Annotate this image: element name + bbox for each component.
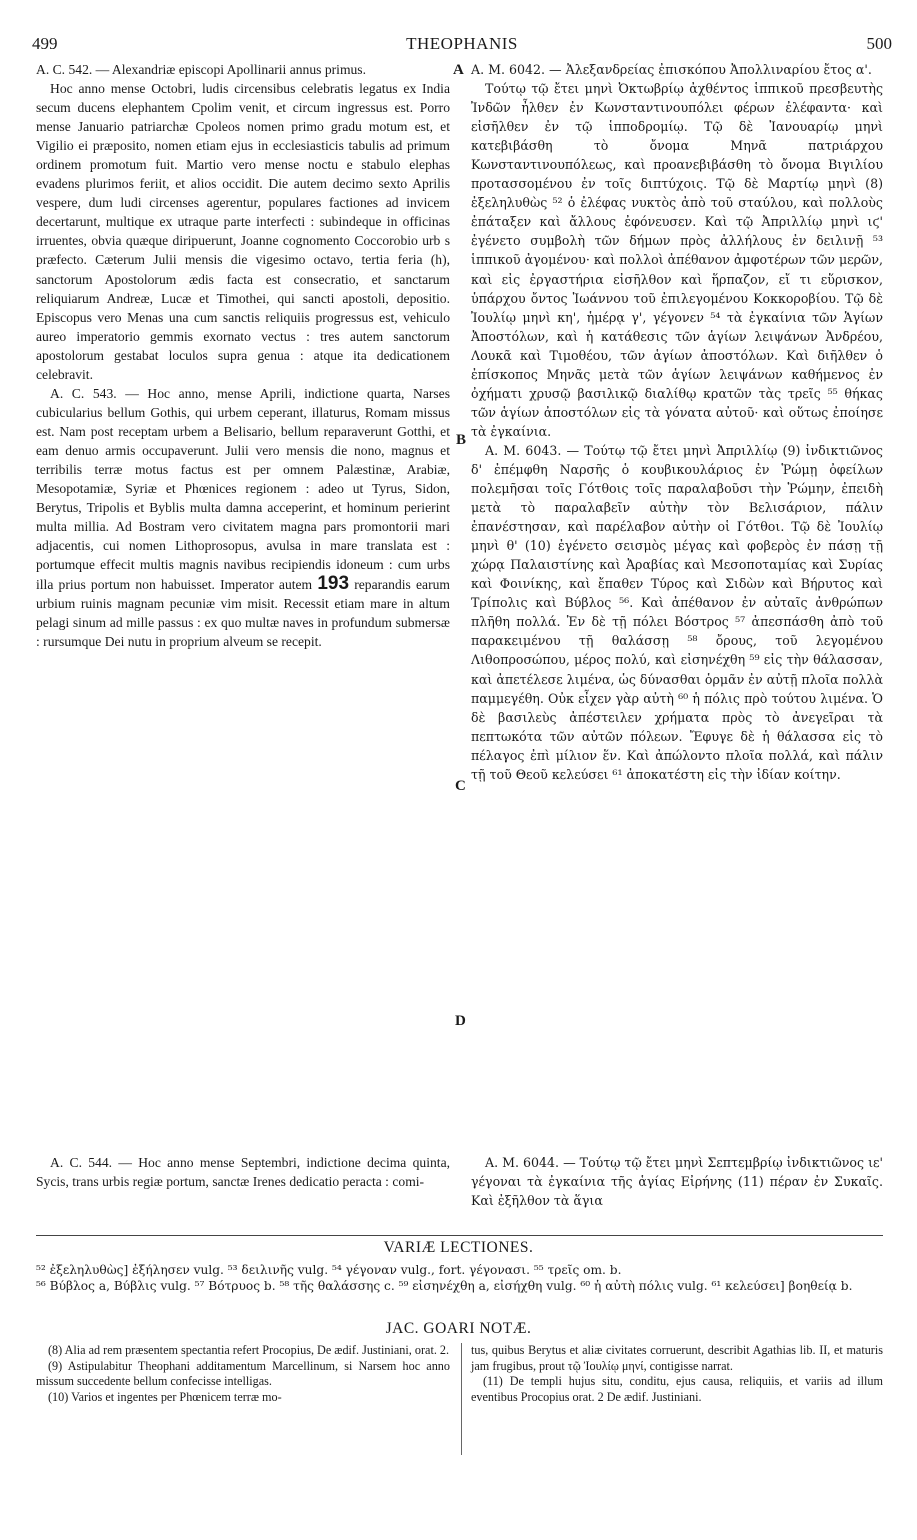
variant-line: ⁵² ἐξεληλυθὼς] ἐξήλησεν vulg. ⁵³ δειλινῆς vulg. ⁵⁴ γέγοναν vulg., fort. γέγονασι. ⁵⁵ τρεῖς om. b. bbox=[36, 1263, 622, 1277]
notes-title: JAC. GOARI NOTÆ. bbox=[385, 1320, 532, 1337]
left-page-number: 499 bbox=[32, 34, 58, 53]
notes-right bbox=[471, 1343, 883, 1405]
running-title: THEOPHANIS bbox=[406, 34, 518, 53]
inline-page-number: 193 bbox=[317, 573, 350, 595]
latin-entry-542: Hoc anno mense Octobri, ludis circensibus celebratis legatus ex India secum ducens elephantem Cpolim venit, et circum ingressus est. Porro mense Januario patriarchæ Cpoleos nomen primo gradu motum est, et Vigilio ei præposito, nomen etiam ejus in ecclesiasticis tabulis ad primum ordinem promotum fuit. Martio vero mense noctu e stabulo elephas evadens plurimos feriit, et alios occidit. Die autem decimo sexto Aprilis vespere, dum ludi circenses agerentur, populares factiones ad invicem decertarunt, multique ex utraque parte interfecti : subindeque in officinas irruentes, obvia quæque diripuerunt, Joanne cognomento Coccorobio urb s præfecto. Cæterum Julii mensis die vigesimo octavo, tertia feria (h), sanctorum Apostolorum ædis facta est consecratio, et sanctarum reliquiarum Andreæ, Lucæ et Timothei, qui sancti apostoli, depositio. Episcopus vero Menas una cum sanctis reliquiis progressus est, vehiculo aureo imperatorio gemmis exornato vectus : tres autem sanctorum apostolorum gestabat loculos supra genua : atque ita dedicationem celebravit. bbox=[36, 81, 450, 382]
latin-entry-543 bbox=[36, 384, 450, 652]
note-10: (10) Varios et ingentes per Phœnicem terræ mo- bbox=[48, 1389, 282, 1404]
variae-lectiones-title: VARIÆ LECTIONES. bbox=[383, 1239, 534, 1256]
note-11: (11) De templi hujus situ, conditu, ejus causa, reliquiis, et variis ad illum eventibus Procopius orat. 2 De ædif. Justiniani. bbox=[471, 1374, 883, 1404]
greek-entry-6042: Τούτῳ τῷ ἔτει μηνὶ Ὀκτωβρίῳ ἀχθέντος ἱππικοῦ πρεσβευτὴς Ἰνδῶν ἦλθεν ἐν Κωνσταντινουπόλει φέρων ἐλέφαντα· καὶ εἰσῆλθεν ἐν τῷ ἱπποδρομίῳ. Τῷ δὲ Ἰανουαρίῳ μηνὶ κατεβιβάσθη τὸ ὄνομα Μηνᾶ πατριάρχου Κωνσταντινουπόλεως, καὶ προανεβιβάσθη τὸ ὄνομα Βιγιλίου προτασσομένου ἐν τοῖς διπτύχοις. Τῷ δὲ Μαρτίῳ μηνὶ (8) ἐξεληλυθὼς ⁵² ὁ ἐλέφας νυκτὸς ἀπὸ τοῦ σταύλου, καὶ πολλοὺς ἐπάταξεν καὶ ἄλλους ἐφόνευσεν. Καὶ τῷ Ἀπριλλίῳ μηνὶ ιϛ' ἐγένετο συμβολὴ τῶν δήμων πρὸς ἀλλήλους ἐν δειλινῇ ⁵³ ἱππικοῦ ἀγομένου· καὶ πολλοὶ ἀπέθανον ἀμφοτέρων τῶν μερῶν, καὶ εἰς ἐργαστήρια εἰσῆλθον καὶ ἥρπαζον, εἴ τι εὕρισκον, ὑπάρχου ὄντος Ἰωάννου τοῦ ἐπιλεγομένου Κοκκοροβίου. Τῷ δὲ Ἰουλίῳ μηνὶ κη', ἡμέρᾳ γ', γέγονεν ⁵⁴ τὰ ἐγκαίνια τῶν Ἁγίων Ἀποστόλων, καὶ ἡ κατάθεσις τῶν ἁγίων λειψάνων Ἀνδρέου, Λουκᾶ καὶ Τιμοθέου, τῶν ἁγίων ἀποστόλων. Καὶ διῆλθεν ὁ ἐπίσκοπος Μηνᾶς μετὰ τῶν ἁγίων λειψάνων καθήμενος ἐν ὀχήματι χρυσῷ βασιλικῷ διαλίθῳ κρατῶν τὰς τρεῖς ⁵⁵ θήκας τῶν ἁγίων ἀποστόλων εἰς τὰ γόνατα αὐτοῦ· καὶ οὕτως ἐποίησε τὰ ἐγκαίνια. bbox=[471, 81, 883, 439]
latin-column bbox=[36, 60, 450, 651]
note-10-continued: tus, quibus Berytus et aliæ civitates corruerunt, describit Agathias lib. II, et maturis jam frugibus, prout τῷ Ἰουλίῳ μηνί, contigisse narrat. bbox=[471, 1343, 883, 1373]
margin-marker-c: C bbox=[455, 778, 466, 794]
latin-entry-544: A. C. 544. — Hoc anno mense Septembri, indictione decima quinta, Sycis, trans urbis regiæ portum, sanctæ Irenes dedicatio peracta : comi- bbox=[36, 1155, 450, 1190]
greek-column-lower bbox=[471, 1153, 883, 1210]
variant-line: ⁵⁶ Βύβλος a, Βύβλις vulg. ⁵⁷ Βότρυος b. ⁵⁸ τῆς θαλάσσης c. ⁵⁹ εἰσηνέχθη a, εἰσήχθη vulg. ⁶⁰ ἡ αὐτὴ πόλις vulg. ⁶¹ κελεύσει] βοηθείᾳ b. bbox=[36, 1279, 853, 1293]
note-8: (8) Alia ad rem præsentem spectantia refert Procopius, De ædif. Justiniani, orat. 2. bbox=[48, 1343, 450, 1357]
right-page-number: 500 bbox=[866, 34, 892, 53]
greek-entry-6043: A. M. 6043. — Τούτῳ τῷ ἔτει μηνὶ Ἀπριλλίῳ (9) ἰνδικτιῶνος δ' ἐπέμφθη Ναρσῆς ὁ κουβικουλάριος ἐν Ῥώμῃ ὀφείλων πολεμῆσαι τοῖς Γότθοις τοῖς παραλαβοῦσι τὴν Ῥώμην, ἐπειδὴ μετὰ τὸ παραλαβεῖν αὐτὴν τὸν Βελισάριον, πάλιν ἐπανέστησαν, καὶ παρέλαβον αὐτὴν οἱ Γότθοι. Τῷ δὲ Ἰουλίῳ μηνὶ θ' (10) ἐγένετο σεισμὸς μέγας καὶ φοβερὸς ἐν πάσῃ τῇ χώρᾳ Παλαιστίνης καὶ Ἀραβίας καὶ Μεσοποταμίας καὶ Συρίας καὶ Φοινίκης, καὶ ἔπαθεν Τύρος καὶ Σιδὼν καὶ Βήρυτος καὶ Τρίπολις καὶ Βύβλος ⁵⁶. Καὶ ἀπέθανον ἐν αὐταῖς ἀνθρώπων πλῆθη πολλά. Ἐν δὲ τῇ πόλει Βόστρος ⁵⁷ ἀπεσπάσθη ἀπὸ τοῦ παρακειμένου τῇ θαλάσσῃ ⁵⁸ ὄρους, τοῦ λεγομένου Λιθοπροσώπου, μέρος πολύ, καὶ εἰσηνέχθη ⁵⁹ εἰς τὴν θάλασσαν, καὶ ἀπετέλεσε λιμένα, ὡς δύνασθαι ὁρμᾶν ἐν αὐτῇ πλοῖα πολλὰ παμμεγέθη. Οὐκ εἶχεν γὰρ αὐτὴ ⁶⁰ ἡ πόλις πρὸ τούτου λιμένα. Ὁ δὲ βασιλεὺς ἀπέστειλεν χρήματα πρὸς τὸ ἀνεγεῖραι τὰ πεπτωκότα τῶν αὐτῶν πόλεων. Ἔφυγε δὲ ἡ θάλασσα εἰς τὸ πέλαγος ἐπὶ μίλιον ἕν. Καὶ ἀπώλοντο πλοῖα πολλά, καὶ πάλιν τῇ τοῦ Θεοῦ κελεύσει ⁶¹ ἀποκατέστη εἰς τὴν ἰδίαν κοίτην. bbox=[471, 442, 883, 782]
variae-lectiones bbox=[36, 1262, 881, 1294]
greek-column bbox=[471, 60, 883, 784]
latin-column-lower bbox=[36, 1153, 450, 1191]
greek-entry-6044: A. M. 6044. — Τούτῳ τῷ ἔτει μηνὶ Σεπτεμβρίῳ ἰνδικτιῶνος ιε' γέγοναι τὰ ἐγκαίνια τῆς ἁγίας Εἰρήνης (11) πέραν ἐν Συκαῖς. Καὶ ἐξῆλθον τὰ ἅγια bbox=[471, 1155, 883, 1209]
latin-entry-543-text-b: reparandis earum urbium ruinis magnam pecuniæ vim misit. Recessit etiam mare in altum pelagi sinum ad mille passus : ex quo multæ naves in profundum submersæ : rursumque Dei nutu in proprium alveum se recepit. bbox=[36, 577, 450, 650]
notes-column-divider bbox=[461, 1343, 462, 1455]
notes-left bbox=[36, 1343, 450, 1405]
margin-marker-d: D bbox=[455, 1013, 466, 1029]
latin-entry-543-text-a: A. C. 543. — Hoc anno, mense Aprili, indictione quarta, Narses cubicularius bellum Gothis, qui urbem ceperant, illaturus, Romam missus est. Nam post receptam urbem a Belisario, bellum reparaverunt Gotthi, et eam denuo armis occupaverunt. Julii vero mensis die nono, magnus et terribilis terræ motus factus est per omnem Palæstinæ, Arabiæ, Mesopotamiæ, Syriæ et Phœnices regionem : adeo ut Tyrus, Sidon, Berytus, Tripolis et Byblis multa damna acceperint, et hominum perierint multa millia. Ad Bostram vero civitatem magna pars promontorii mari adjacentis, cui nomen Lithoprosopus, avulsa in mare translata est : portumque effecit multis magnis navibus recipiendis idoneum : cum urbs illa prius portum non habuisset. Imperator autem bbox=[36, 385, 450, 593]
running-header bbox=[32, 34, 892, 54]
margin-marker-b: B bbox=[456, 432, 467, 448]
margin-marker-a: A bbox=[453, 62, 464, 78]
note-9: (9) Astipulabitur Theophani additamentum Marcellinum, si Narsem hoc anno missum succedente bellum confecisse intelligas. bbox=[36, 1358, 450, 1389]
latin-entry-542-heading: A. C. 542. — Alexandriæ episcopi Apollinarii annus primus. bbox=[36, 62, 366, 77]
divider bbox=[36, 1235, 883, 1236]
greek-entry-6042-heading: A. M. 6042. — Ἀλεξανδρείας ἐπισκόπου Ἀπολλιναρίου ἔτος α'. bbox=[471, 62, 872, 77]
